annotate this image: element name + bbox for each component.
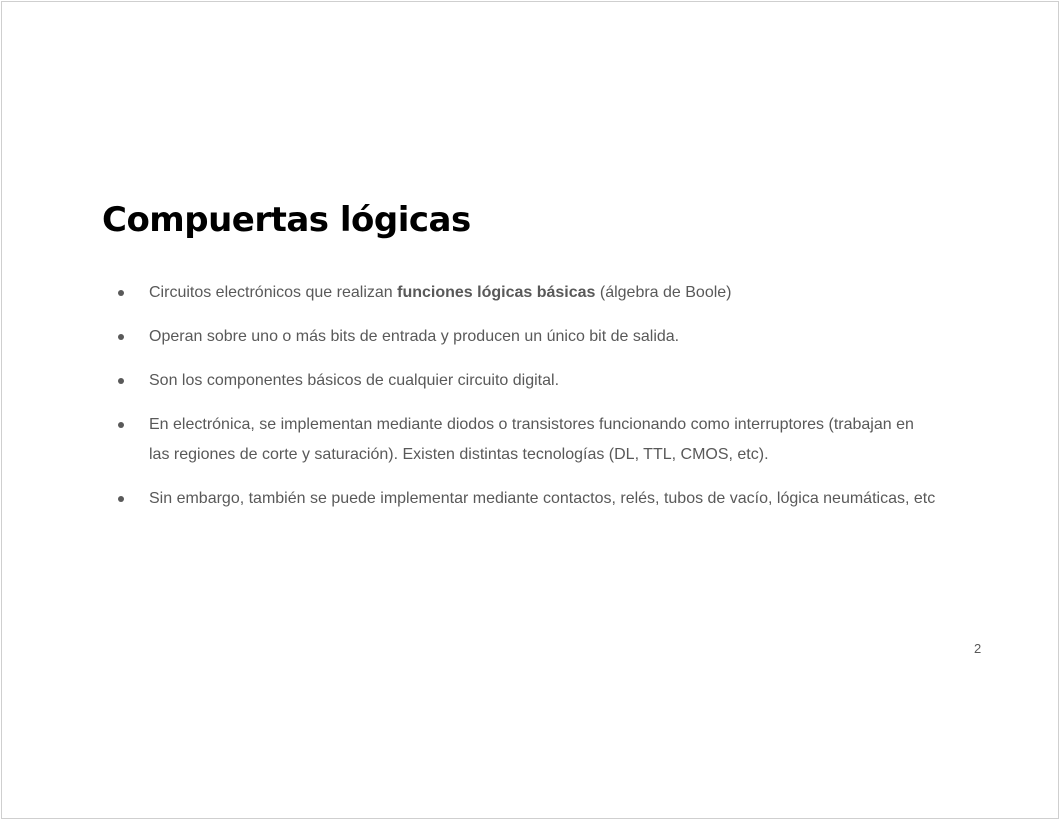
bullet-item <box>110 278 970 308</box>
bullet-dot-icon <box>118 378 124 384</box>
bullet-text: Circuitos electrónicos que realizan <box>149 284 398 301</box>
bullet-item <box>110 366 970 396</box>
bullet-text: Sin embargo, también se puede implementar mediante contactos, relés, tubos de vacío, lógica neumáticas, etc <box>149 490 936 507</box>
bullet-item <box>110 322 970 352</box>
bullet-text: Operan sobre uno o más bits de entrada y producen un único bit de salida. <box>149 328 680 345</box>
bullet-text-line-2: las regiones de corte y saturación). Existen distintas tecnologías (DL, TTL, CMOS, etc). <box>149 446 769 463</box>
bullet-list <box>110 278 970 528</box>
slide-title: Compuertas lógicas <box>102 200 471 240</box>
bullet-dot-icon <box>118 334 124 340</box>
bullet-dot-icon <box>118 496 124 502</box>
bullet-item <box>110 410 970 470</box>
bullet-bold-text: funciones lógicas básicas <box>397 284 596 301</box>
bullet-text: (álgebra de Boole) <box>595 284 732 301</box>
page-number: 2 <box>974 641 982 656</box>
bullet-dot-icon <box>118 290 124 296</box>
bullet-text: Son los componentes básicos de cualquier circuito digital. <box>149 372 560 389</box>
bullet-text-line-1: En electrónica, se implementan mediante diodos o transistores funcionando como interruptores (trabajan en <box>149 416 914 433</box>
bullet-dot-icon <box>118 422 124 428</box>
slide <box>1 1 1059 819</box>
bullet-item <box>110 484 970 514</box>
